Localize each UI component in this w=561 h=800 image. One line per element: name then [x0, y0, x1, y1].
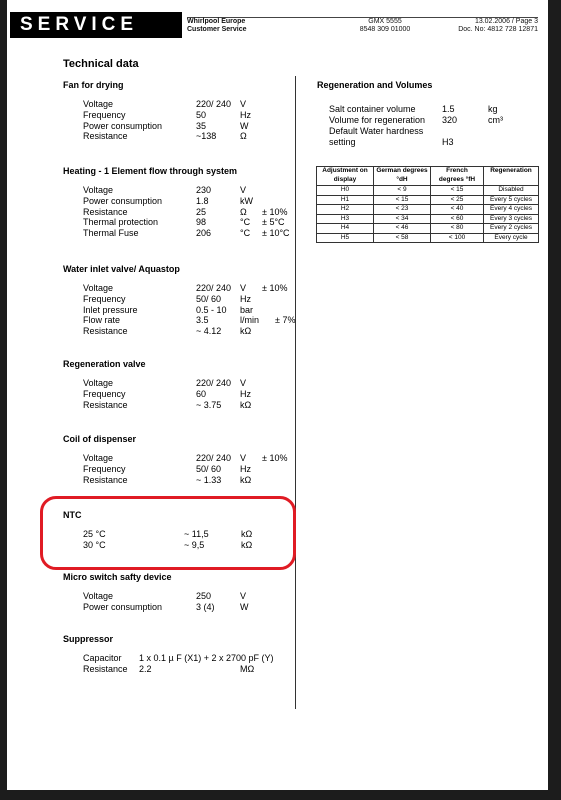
regen-row: [317, 104, 498, 115]
table-row: [317, 214, 539, 224]
spec-unit: kΩ: [240, 474, 252, 485]
table-cell: H5: [317, 233, 374, 243]
table-cell: < 40: [431, 205, 484, 215]
spec-row: [63, 315, 296, 326]
spec-row: [63, 399, 252, 411]
spec-value: 50/ 60: [196, 293, 222, 304]
table-cell: Disabled: [484, 186, 539, 196]
spec-value: 25: [196, 206, 207, 217]
spec-label: Inlet pressure: [83, 304, 138, 315]
spec-row: [63, 217, 285, 228]
spec-value: 220/ 240: [196, 378, 232, 388]
spec-value: 60: [196, 388, 207, 399]
spec-label: Thermal Fuse: [83, 228, 139, 239]
spec-row: [63, 120, 249, 132]
section-title: Water inlet valve/ Aquastop: [63, 264, 180, 274]
section-title: Coil of dispenser: [63, 434, 137, 444]
table-cell: < 25: [431, 195, 484, 205]
document-page: [7, 0, 548, 790]
spec-label: Resistance: [83, 206, 128, 217]
spec-label: Frequency: [83, 109, 126, 120]
spec-value: 220/ 240: [196, 453, 232, 463]
regen-row: [317, 137, 454, 148]
table-cell: Every cycle: [484, 233, 539, 243]
table-row: [317, 224, 539, 234]
spec-unit: °C: [240, 228, 251, 239]
table-cell: Every 4 cycles: [484, 205, 539, 215]
spec-unit: W: [240, 601, 249, 612]
table-row: [317, 205, 539, 215]
section-title: Micro switch safty device: [63, 572, 172, 582]
spec-row: [63, 663, 255, 675]
spec-unit: V: [240, 591, 247, 601]
spec-label: Voltage: [83, 591, 114, 601]
table-cell: < 15: [431, 186, 484, 196]
spec-value: 1 x 0.1 µ F (X1) + 2 x 2700 pF (Y): [139, 653, 274, 663]
spec-label: Power consumption: [83, 120, 163, 131]
spec-row: [63, 378, 247, 389]
spec-value: 50/ 60: [196, 463, 222, 474]
spec-value: 1.8: [196, 195, 209, 206]
table-cell: < 15: [374, 195, 431, 205]
spec-unit: Hz: [240, 293, 251, 304]
regen-label: Volume for regeneration: [329, 115, 426, 125]
spec-label: Resistance: [83, 474, 128, 485]
spec-unit: bar: [240, 304, 254, 315]
section-title: Suppressor: [63, 634, 114, 644]
regen-unit: kg: [488, 104, 498, 114]
table-cell: Every 3 cycles: [484, 214, 539, 224]
section-4: [63, 434, 288, 485]
section-0: [63, 80, 251, 142]
table-header: German degrees °dH: [374, 167, 431, 186]
regen-value: 1.5: [442, 104, 455, 114]
spec-row: [63, 304, 254, 316]
spec-unit: Hz: [240, 463, 251, 474]
spec-value: 98: [196, 217, 207, 228]
spec-value: 35: [196, 120, 207, 131]
regen-row: [317, 126, 432, 137]
spec-unit: V: [240, 378, 247, 388]
section-3: [63, 359, 252, 410]
spec-value: 0.5 - 10: [196, 304, 227, 315]
spec-value: 50: [196, 109, 207, 120]
regen-label: Salt container volume: [329, 104, 416, 114]
spec-unit: V: [240, 453, 247, 463]
spec-unit: Ω: [240, 206, 247, 217]
header-date-doc: 13.02.2006 / Page 3 Doc. No: 4812 728 12871: [458, 18, 538, 33]
spec-unit: MΩ: [240, 663, 255, 674]
spec-unit: °C: [240, 217, 251, 228]
spec-value: 2.2: [139, 663, 152, 674]
spec-label: 25 °C: [83, 529, 106, 539]
section-title: Heating - 1 Element flow through system: [63, 166, 238, 176]
spec-label: Voltage: [83, 283, 114, 293]
regen-label: setting: [329, 137, 356, 147]
spec-unit: V: [240, 99, 247, 109]
table-cell: H4: [317, 224, 374, 234]
spec-label: Voltage: [83, 99, 114, 109]
table-cell: H0: [317, 186, 374, 196]
spec-value: ~ 9,5: [184, 539, 205, 550]
table-cell: < 80: [431, 224, 484, 234]
spec-tolerance: ± 10%: [262, 453, 288, 463]
section-6: [63, 572, 249, 613]
table-cell: < 34: [374, 214, 431, 224]
section-title: NTC: [63, 510, 82, 520]
spec-tolerance: ± 5°C: [262, 217, 285, 228]
spec-row: [63, 131, 247, 142]
table-header: Adjustment on display: [317, 167, 374, 186]
spec-row: [63, 185, 247, 196]
spec-value: 3.5: [196, 315, 209, 326]
section-title: Regeneration valve: [63, 359, 146, 369]
service-banner: SERVICE: [10, 12, 182, 38]
spec-row: [63, 591, 247, 602]
spec-label: Voltage: [83, 378, 114, 388]
spec-row: [63, 195, 253, 207]
regen-value: 320: [442, 115, 458, 125]
spec-value: 220/ 240: [196, 99, 232, 109]
spec-label: Resistance: [83, 663, 128, 674]
table-row: [317, 233, 539, 243]
table-cell: < 23: [374, 205, 431, 215]
regeneration-title: Regeneration and Volumes: [317, 80, 433, 90]
regen-label: Default Water hardness: [329, 126, 424, 136]
spec-label: Frequency: [83, 463, 126, 474]
regen-row: [317, 115, 503, 126]
spec-unit: Hz: [240, 109, 251, 120]
spec-row: [63, 206, 288, 218]
regen-unit: cm³: [488, 115, 503, 125]
spec-value: 206: [196, 228, 212, 239]
section-2: [63, 264, 296, 337]
spec-row: [63, 474, 252, 486]
spec-unit: kW: [240, 195, 253, 206]
spec-tolerance: ± 10°C: [262, 228, 290, 239]
spec-tolerance: ± 7%: [275, 315, 296, 326]
spec-row: [63, 109, 251, 121]
table-row: [317, 186, 539, 196]
spec-row: [63, 463, 251, 475]
header-company: Whirlpool Europe Customer Service: [187, 18, 247, 33]
table-cell: < 100: [431, 233, 484, 243]
spec-unit: kΩ: [240, 326, 252, 337]
spec-value: 220/ 240: [196, 283, 232, 293]
section-title: Fan for drying: [63, 80, 124, 90]
spec-row: [63, 326, 252, 337]
spec-unit: kΩ: [241, 539, 253, 550]
table-header: Regeneration: [484, 167, 539, 186]
spec-label: Resistance: [83, 131, 128, 142]
spec-unit: Ω: [240, 131, 247, 142]
spec-label: Voltage: [83, 453, 114, 463]
spec-unit: V: [240, 185, 247, 195]
spec-label: 30 °C: [83, 539, 106, 550]
spec-unit: l/min: [240, 315, 260, 326]
spec-label: Resistance: [83, 326, 128, 337]
spec-row: [63, 653, 274, 664]
table-cell: Every 5 cycles: [484, 195, 539, 205]
spec-tolerance: ± 10%: [262, 206, 288, 217]
spec-value: 250: [196, 591, 212, 601]
spec-row: [63, 453, 288, 464]
table-cell: < 60: [431, 214, 484, 224]
ntc-highlight-box: [40, 496, 296, 570]
table-row: [317, 195, 539, 205]
spec-unit: V: [240, 283, 247, 293]
column-divider: [295, 76, 296, 709]
spec-value: ~138: [196, 131, 217, 142]
table-cell: H2: [317, 205, 374, 215]
table-cell: < 9: [374, 186, 431, 196]
spec-row: [63, 99, 247, 110]
spec-unit: W: [240, 120, 249, 131]
spec-unit: Hz: [240, 388, 251, 399]
spec-unit: kΩ: [240, 399, 252, 410]
spec-value: ~ 1.33: [196, 474, 222, 485]
spec-label: Voltage: [83, 185, 114, 195]
table-cell: H1: [317, 195, 374, 205]
spec-value: ~ 3.75: [196, 399, 222, 410]
spec-label: Frequency: [83, 293, 126, 304]
spec-label: Power consumption: [83, 195, 163, 206]
section-1: [63, 166, 290, 239]
spec-value: ~ 4.12: [196, 326, 222, 337]
spec-row: [63, 228, 290, 239]
spec-value: 230: [196, 185, 212, 195]
spec-unit: kΩ: [241, 529, 253, 539]
spec-tolerance: ± 10%: [262, 283, 288, 293]
spec-label: Flow rate: [83, 315, 121, 326]
spec-label: Frequency: [83, 388, 126, 399]
table-cell: H3: [317, 214, 374, 224]
table-cell: < 58: [374, 233, 431, 243]
spec-label: Thermal protection: [83, 217, 159, 228]
spec-label: Capacitor: [83, 653, 122, 663]
table-cell: < 46: [374, 224, 431, 234]
header-model: GMX 5555 8548 309 01000: [359, 18, 411, 33]
spec-row: [63, 388, 251, 400]
spec-row: [63, 283, 288, 294]
table-header: French degrees °fH: [431, 167, 484, 186]
table-cell: Every 2 cycles: [484, 224, 539, 234]
hardness-table: [316, 166, 539, 243]
spec-value: ~ 11,5: [184, 529, 209, 539]
regen-value: H3: [442, 137, 454, 147]
spec-row: [63, 293, 251, 305]
spec-value: 3 (4): [196, 601, 215, 612]
spec-label: Power consumption: [83, 601, 163, 612]
page-title: Technical data: [63, 58, 139, 70]
spec-row: [63, 601, 249, 613]
section-7: [63, 634, 274, 675]
spec-label: Resistance: [83, 399, 128, 410]
regeneration-section: [317, 80, 503, 148]
